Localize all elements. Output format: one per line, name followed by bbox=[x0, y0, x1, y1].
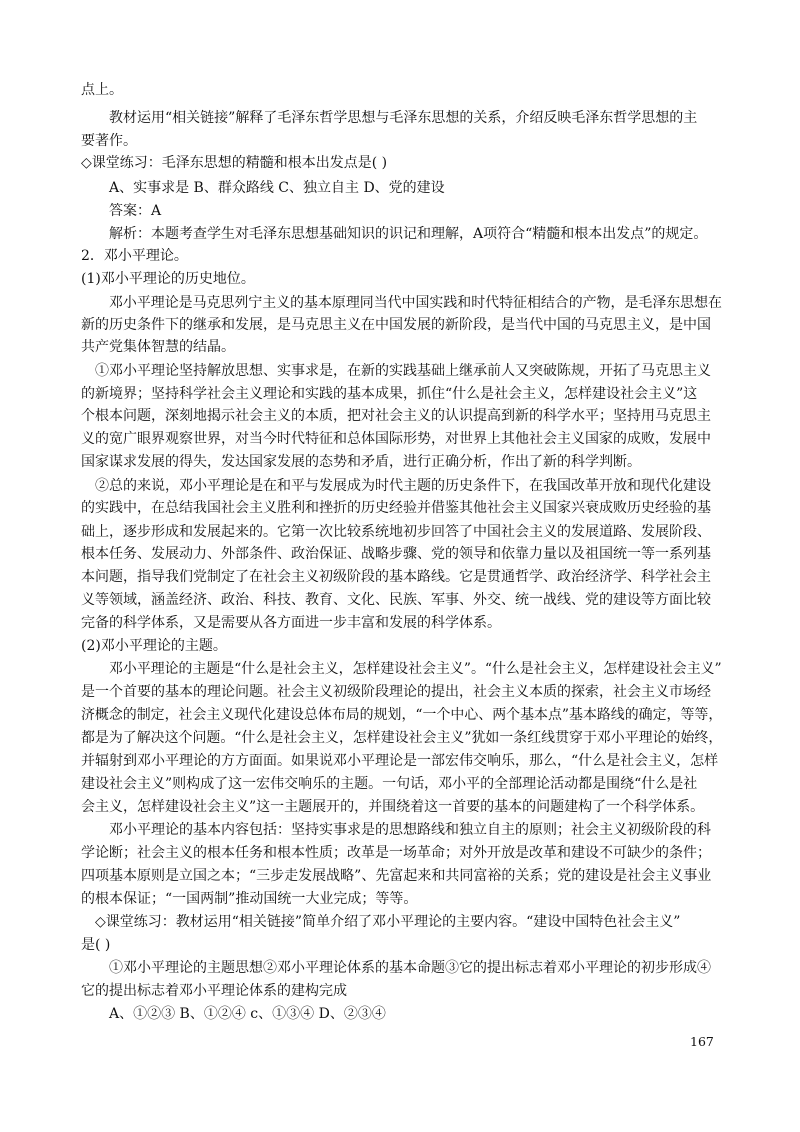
text-line: 的新境界；坚持科学社会主义理论和实践的基本成果，抓住“什么是社会主义，怎样建设社会主义”这 bbox=[81, 386, 698, 402]
text-line: 点上。 bbox=[81, 82, 123, 98]
text-line: 邓小平理论是马克思列宁主义的基本原理同当代中国实践和时代特征相结合的产物，是毛泽东思想在 bbox=[109, 295, 722, 311]
text-line: 义等领域，涵盖经济、政治、科技、教育、文化、民族、军事、外交、统一战线、党的建设等方面比较 bbox=[81, 592, 711, 608]
text-line: 邓小平理论的基本内容包括：坚持实事求是的思想路线和独立自主的原则；社会主义初级阶段的科 bbox=[109, 822, 711, 838]
text-line: A、①②③ B、①②④ c、①③④ D、②③④ bbox=[109, 1006, 386, 1022]
text-line: 要著作。 bbox=[81, 133, 137, 149]
text-line: 邓小平理论的主题是“什么是社会主义，怎样建设社会主义”。“什么是社会主义，怎样建设社会主义” bbox=[109, 661, 722, 677]
text-line: 学论断；社会主义的根本任务和根本性质；改革是一场革命；对外开放是改革和建设不可缺少的条件； bbox=[81, 845, 711, 861]
text-line: 完备的科学体系，又是需要从各方面进一步丰富和发展的科学体系。 bbox=[81, 615, 501, 631]
text-line: 教材运用“相关链接”解释了毛泽东哲学思想与毛泽东思想的关系，介绍反映毛泽东哲学思想的主 bbox=[109, 110, 698, 126]
text-line: A、实事求是 B、群众路线 C、独立自主 D、党的建设 bbox=[109, 180, 445, 196]
text-line: 共产党集体智慧的结晶。 bbox=[81, 339, 235, 355]
text-line: 础上，逐步形成和发展起来的。它第一次比较系统地初步回答了中国社会主义的发展道路、发展阶段、 bbox=[81, 524, 711, 540]
text-line: 四项基本原则是立国之本；“三步走发展战略”、先富起来和共同富裕的关系；党的建设是社会主义事业 bbox=[81, 868, 712, 884]
text-line: (2)邓小平理论的主题。 bbox=[81, 638, 227, 654]
page-number: 167 bbox=[690, 1034, 714, 1049]
text-line: 解析：本题考查学生对毛泽东思想基础知识的识记和理解，A项符合“精髓和根本出发点”的规定。 bbox=[109, 226, 708, 242]
text-line: 济概念的制定，社会主义现代化建设总体布局的规划，“一个中心、两个基本点”基本路线的确定，等等， bbox=[81, 707, 723, 723]
text-line: ◇课堂练习：毛泽东思想的精髓和根本出发点是( ) bbox=[81, 155, 388, 171]
text-line: 的实践中，在总结我国社会主义胜利和挫折的历史经验并借鉴其他社会主义国家兴衰成败历史经验的基 bbox=[81, 500, 711, 516]
text-line: ◇课堂练习：教材运用“相关链接”简单介绍了邓小平理论的主要内容。“建设中国特色社会主义” bbox=[95, 914, 681, 930]
text-line: 新的历史条件下的继承和发展，是马克思主义在中国发展的新阶段，是当代中国的马克思主义，是中国 bbox=[81, 317, 711, 333]
text-line: 是一个首要的基本的理论问题。社会主义初级阶段理论的提出，社会主义本质的探索，社会主义市场经 bbox=[81, 684, 711, 700]
text-line: (1)邓小平理论的历史地位。 bbox=[81, 271, 255, 287]
text-line: 根本任务、发展动力、外部条件、政治保证、战略步骤、党的领导和依靠力量以及祖国统一等一系列基 bbox=[81, 546, 711, 562]
text-line: ①邓小平理论的主题思想②邓小平理论体系的基本命题③它的提出标志着邓小平理论的初步形成④ bbox=[109, 960, 711, 976]
text-line: 是( ) bbox=[81, 937, 111, 953]
text-line: ①邓小平理论坚持解放思想、实事求是，在新的实践基础上继承前人又突破陈规，开拓了马克思主义 bbox=[95, 363, 711, 379]
text-line: ②总的来说，邓小平理论是在和平与发展成为时代主题的历史条件下，在我国改革开放和现代化建设 bbox=[95, 478, 711, 494]
text-line: 国家谋求发展的得失，发达国家发展的态势和矛盾，进行正确分析，作出了新的科学判断。 bbox=[81, 454, 641, 470]
text-line: 义的宽广眼界观察世界，对当今时代特征和总体国际形势，对世界上其他社会主义国家的成败，发展中 bbox=[81, 431, 711, 447]
text-line: 2．邓小平理论。 bbox=[81, 248, 188, 264]
text-line: 建设社会主义”则构成了这一宏伟交响乐的主题。一句话，邓小平的全部理论活动都是围绕“什么是社 bbox=[81, 776, 698, 792]
text-line: 本问题，指导我们党制定了在社会主义初级阶段的基本路线。它是贯通哲学、政治经济学、科学社会主 bbox=[81, 569, 711, 585]
text-line: 并辐射到邓小平理论的方方面面。如果说邓小平理论是一部宏伟交响乐，那么，“什么是社会主义，怎样 bbox=[81, 753, 719, 769]
text-line: 会主义，怎样建设社会主义”这一主题展开的，并围绕着这一首要的基本的问题建构了一个科学体系。 bbox=[81, 799, 705, 815]
text-line: 的根本保证；“一国两制”推动国统一大业完成；等等。 bbox=[81, 891, 418, 907]
text-line: 个根本问题，深刻地揭示社会主义的本质，把对社会主义的认识提高到新的科学水平；坚持用马克思主 bbox=[81, 408, 711, 424]
text-line: 都是为了解决这个问题。“什么是社会主义，怎样建设社会主义”犹如一条红线贯穿于邓小平理论的始终， bbox=[81, 730, 723, 746]
text-line: 它的提出标志着邓小平理论体系的建构完成 bbox=[81, 983, 347, 999]
text-line: 答案：A bbox=[109, 203, 162, 219]
